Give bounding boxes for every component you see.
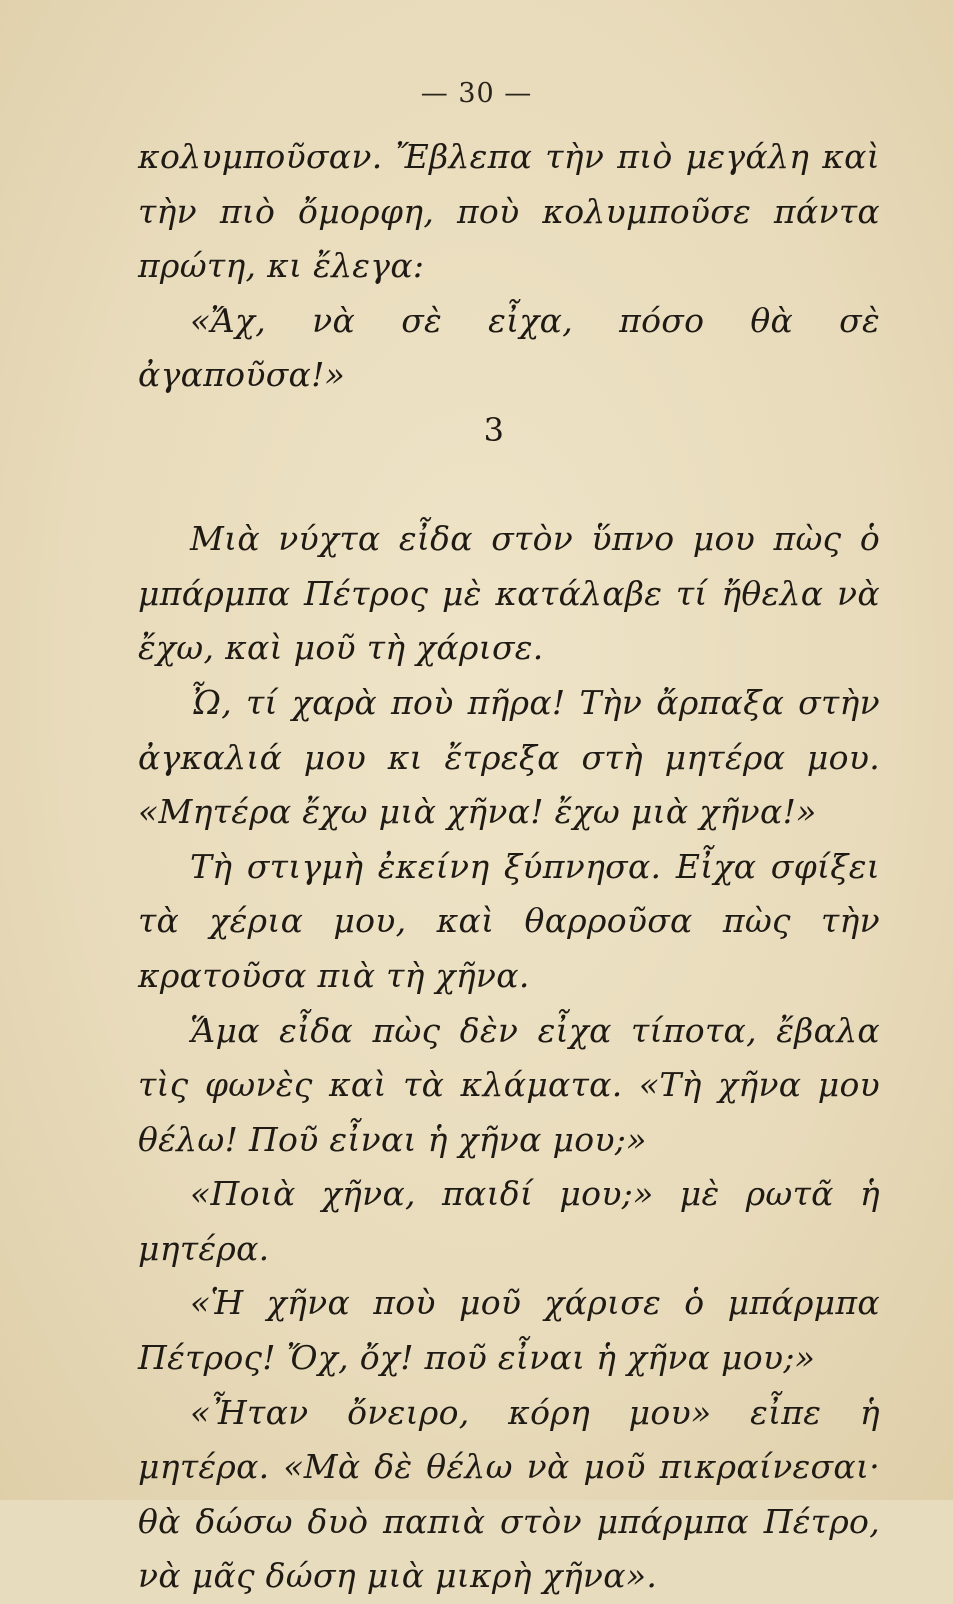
section-spacer [138, 458, 880, 513]
paragraph: «Ἡ χῆνα ποὺ μοῦ χάρισε ὁ μπάρμπα Πέτρος! Ὄχ, ὄχ! ποῦ εἶναι ἡ χῆνα μου;» [138, 1283, 880, 1378]
paragraph: Τὴ στιγμὴ ἐκείνη ξύπνησα. Εἶχα σφίξει τὰ χέρια μου, καὶ θαρροῦσα πὼς τὴν κρατοῦσα πιὰ τὴ χῆνα. [138, 846, 880, 995]
page-text [138, 130, 880, 1604]
paragraph: κολυμποῦσαν. Ἔβλεπα τὴν πιὸ μεγάλη καὶ τὴν πιὸ ὄμορφη, ποὺ κολυμποῦσε πάντα πρώτη, κι ἔλεγα: [138, 137, 880, 286]
paragraph: Ἅμα εἶδα πὼς δὲν εἶχα τίποτα, ἔβαλα τὶς φωνὲς καὶ τὰ κλάματα. «Τὴ χῆνα μου θέλω! Ποῦ εἶναι ἡ χῆνα μου;» [138, 1010, 880, 1159]
paragraph: «Ποιὰ χῆνα, παιδί μου;» μὲ ρωτᾶ ἡ μητέρα. [138, 1174, 880, 1268]
paragraph: «Ἦταν ὄνειρο, κόρη μου» εἶπε ἡ μητέρα. «Μὰ δὲ θέλω νὰ μοῦ πικραίνεσαι· θὰ δώσω δυὸ παπιὰ στὸν μπάρμπα Πέτρο, νὰ μᾶς δώση μιὰ μικρὴ χῆνα». [138, 1392, 880, 1596]
paragraph: «Ἄχ, νὰ σὲ εἶχα, πόσο θὰ σὲ ἀγαποῦσα!» [138, 300, 880, 395]
page-number: — 30 — [420, 78, 533, 109]
section-number: 3 [483, 410, 505, 449]
paragraph: Ὦ, τί χαρὰ ποὺ πῆρα! Τὴν ἄρπαξα στὴν ἀγκαλιά μου κι ἔτρεξα στὴ μητέρα μου. «Μητέρα ἔχω μιὰ χῆνα! ἔχω μιὰ χῆνα!» [138, 682, 880, 832]
paragraph: Μιὰ νύχτα εἶδα στὸν ὕπνο μου πὼς ὁ μπάρμπα Πέτρος μὲ κατάλαβε τί ἤθελα νὰ ἔχω, καὶ μοῦ τὴ χάρισε. [138, 519, 880, 668]
